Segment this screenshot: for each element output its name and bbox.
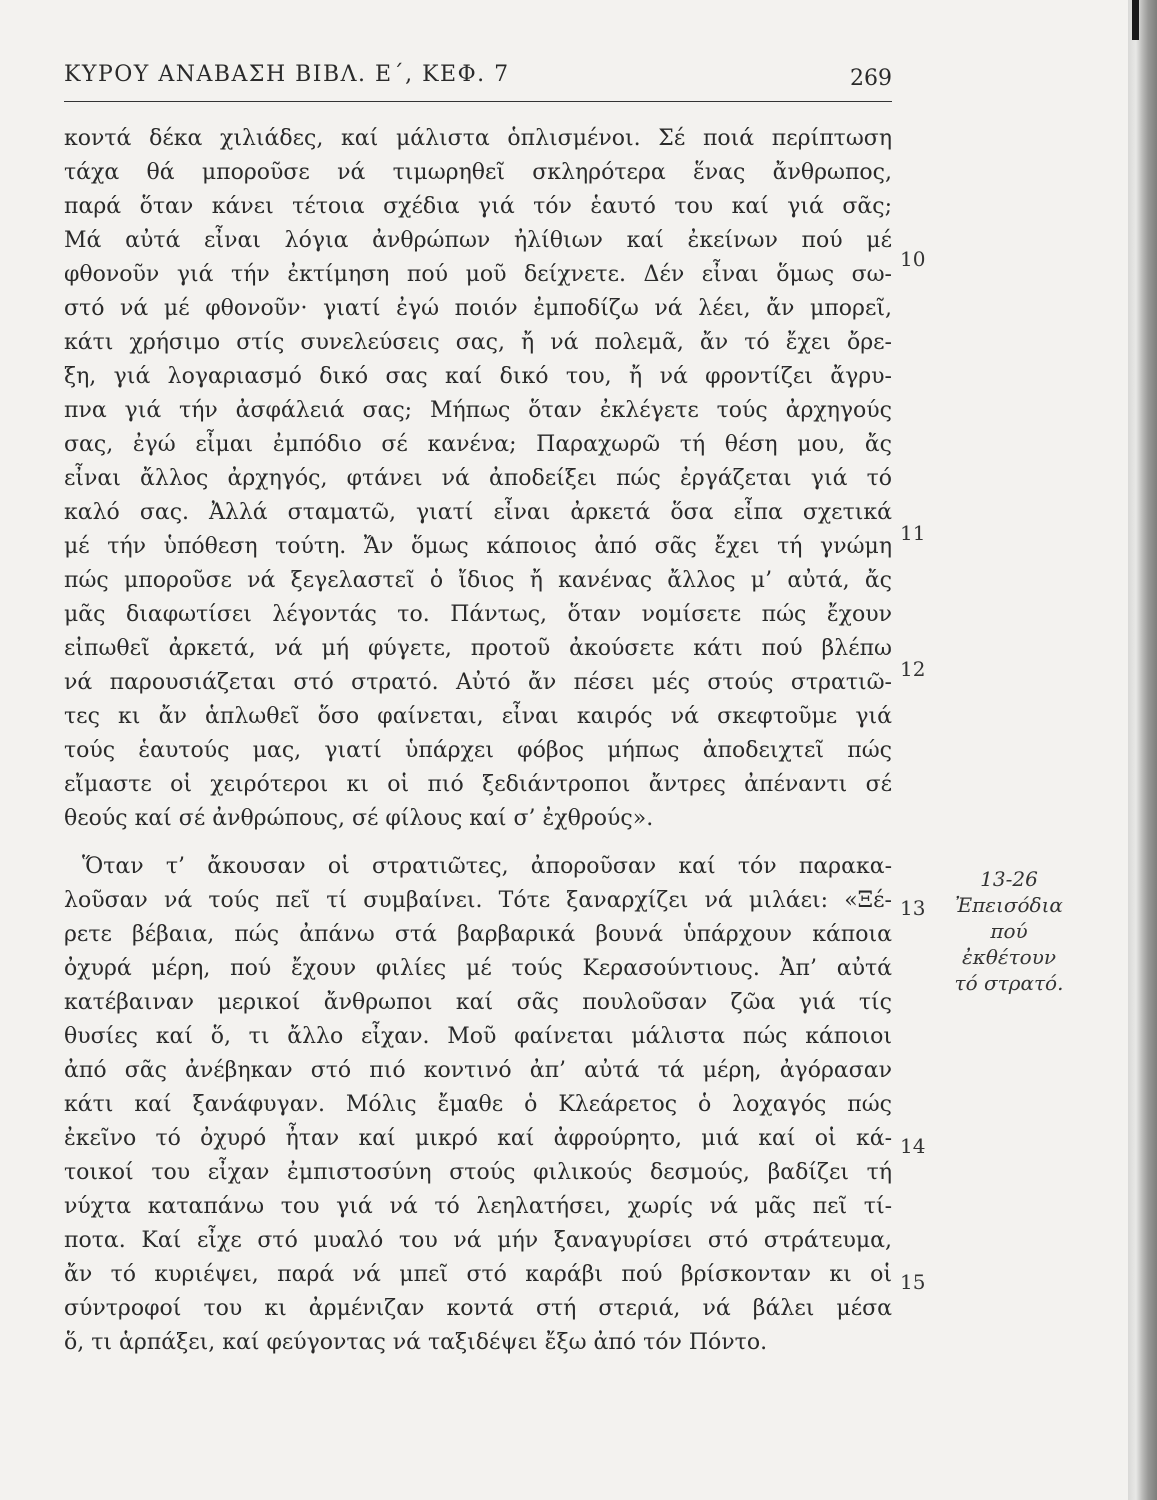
text-line: θεούς καί σέ ἀνθρώπους, σέ φίλους καί σ’ ἐχθρούς». bbox=[64, 806, 654, 831]
text-line: κοντά δέκα χιλιάδες, καί μάλιστα ὁπλισμένοι. Σέ ποιά περίπτωση bbox=[64, 126, 892, 151]
paragraph-1 bbox=[64, 122, 892, 836]
text-line: τάχα θά μποροῦσε νά τιμωρηθεῖ σκληρότερα ἕνας ἄνθρωπος, bbox=[64, 160, 892, 185]
text-line: κάτι καί ξανάφυγαν. Μόλις ἔμαθε ὁ Κλεάρετος ὁ λοχαγός πώς bbox=[64, 1092, 892, 1117]
body-text bbox=[64, 122, 892, 1360]
section-number: 11 bbox=[900, 521, 926, 545]
page-edge bbox=[1128, 0, 1157, 1500]
margin-note-range: 13-26 bbox=[980, 867, 1038, 891]
text-line: ρετε βέβαια, πώς ἀπάνω στά βαρβαρικά βουνά ὑπάρχουν κάποια bbox=[64, 922, 892, 947]
text-line: ποτα. Καί εἶχε στό μυαλό του νά μήν ξαναγυρίσει στό στράτευμα, bbox=[64, 1228, 892, 1253]
text-line: καλό σας. Ἀλλά σταματῶ, γιατί εἶναι ἀρκετά ὅσα εἶπα σχετικά bbox=[64, 500, 892, 525]
text-line: Μά αὐτά εἶναι λόγια ἀνθρώπων ἠλίθιων καί ἐκείνων πού μέ bbox=[64, 228, 892, 253]
section-number: 10 bbox=[900, 247, 926, 271]
section-number: 13 bbox=[900, 896, 926, 920]
text-line: ξη, γιά λογαριασμό δικό σας καί δικό του, ἤ νά φροντίζει ἄγρυ- bbox=[64, 364, 892, 389]
text-line: Ὅταν τ’ ἄκουσαν οἱ στρατιῶτες, ἀποροῦσαν καί τόν παρακα- bbox=[82, 854, 892, 879]
text-line: ἄν τό κυριέψει, παρά νά μπεῖ στό καράβι πού βρίσκονταν κι οἱ bbox=[64, 1262, 892, 1287]
text-line: πνα γιά τήν ἀσφάλειά σας; Μήπως ὅταν ἐκλέγετε τούς ἀρχηγούς bbox=[64, 398, 892, 423]
text-line: ὀχυρά μέρη, πού ἔχουν φιλίες μέ τούς Κερασούντιους. Ἀπ’ αὐτά bbox=[64, 956, 892, 981]
running-head: ΚΥΡΟΥ ΑΝΑΒΑΣΗ ΒΙΒΛ. Ε΄, ΚΕΦ. 7 bbox=[64, 62, 510, 87]
page-header bbox=[64, 60, 892, 96]
text-line: σας, ἐγώ εἶμαι ἐμπόδιο σέ κανένα; Παραχωρῶ τή θέση μου, ἄς bbox=[64, 432, 892, 457]
section-number: 12 bbox=[900, 657, 926, 681]
text-line: σύντροφοί του κι ἀρμένιζαν κοντά στή στεριά, νά βάλει μέσα bbox=[64, 1296, 892, 1321]
margin-note-line: τό στρατό. bbox=[954, 971, 1064, 995]
page-number: 269 bbox=[850, 66, 892, 91]
text-line: τούς ἑαυτούς μας, γιατί ὑπάρχει φόβος μήπως ἀποδειχτεῖ πώς bbox=[64, 738, 892, 763]
text-line: πώς μποροῦσε νά ξεγελαστεῖ ὁ ἴδιος ἤ κανένας ἄλλος μ’ αὐτά, ἄς bbox=[64, 568, 892, 593]
text-line: εἰπωθεῖ ἀρκετά, νά μή φύγετε, προτοῦ ἀκούσετε κάτι πού βλέπω bbox=[64, 636, 892, 661]
text-line: ἀπό σᾶς ἀνέβηκαν στό πιό κοντινό ἀπ’ αὐτά τά μέρη, ἀγόρασαν bbox=[64, 1058, 892, 1083]
text-line: στό νά μέ φθονοῦν· γιατί ἐγώ ποιόν ἐμποδίζω νά λέει, ἄν μπορεῖ, bbox=[64, 296, 892, 321]
header-rule bbox=[64, 101, 892, 102]
text-line: τοικοί του εἶχαν ἐμπιστοσύνη στούς φιλικούς δεσμούς, βαδίζει τή bbox=[64, 1160, 892, 1185]
text-line: κάτι χρήσιμο στίς συνελεύσεις σας, ἤ νά πολεμᾶ, ἄν τό ἔχει ὄρε- bbox=[64, 330, 892, 355]
text-line: μέ τήν ὑπόθεση τούτη. Ἄν ὅμως κάποιος ἀπό σᾶς ἔχει τή γνώμη bbox=[64, 534, 892, 559]
text-line: φθονοῦν γιά τήν ἐκτίμηση πού μοῦ δείχνετε. Δέν εἶναι ὅμως σω- bbox=[64, 262, 892, 287]
text-line: νά παρουσιάζεται στό στρατό. Αὐτό ἄν πέσει μές στούς στρατιῶ- bbox=[64, 670, 892, 695]
text-line: μᾶς διαφωτίσει λέγοντάς το. Πάντως, ὅταν νομίσετε πώς ἔχουν bbox=[64, 602, 892, 627]
page-edge-shadow bbox=[1132, 0, 1139, 40]
section-number: 14 bbox=[900, 1134, 926, 1158]
paragraph-2 bbox=[64, 850, 892, 1360]
text-line: εἴμαστε οἱ χειρότεροι κι οἱ πιό ξεδιάντροποι ἄντρες ἀπέναντι σέ bbox=[64, 772, 892, 797]
margin-note-line: Ἐπεισόδια bbox=[955, 893, 1063, 917]
text-line: θυσίες καί ὅ, τι ἄλλο εἶχαν. Μοῦ φαίνεται μάλιστα πώς κάποιοι bbox=[64, 1024, 892, 1049]
text-line: εἶναι ἄλλος ἀρχηγός, φτάνει νά ἀποδείξει πώς ἐργάζεται γιά τό bbox=[64, 466, 892, 491]
text-line: παρά ὅταν κάνει τέτοια σχέδια γιά τόν ἑαυτό του καί γιά σᾶς; bbox=[64, 194, 892, 219]
text-line: κατέβαιναν μερικοί ἄνθρωποι καί σᾶς πουλοῦσαν ζῶα γιά τίς bbox=[64, 990, 892, 1015]
text-line: λοῦσαν νά τούς πεῖ τί συμβαίνει. Τότε ξαναρχίζει νά μιλάει: «Ξέ- bbox=[64, 888, 892, 913]
text-line: τες κι ἄν ἁπλωθεῖ ὅσο φαίνεται, εἶναι καιρός νά σκεφτοῦμε γιά bbox=[64, 704, 892, 729]
section-number: 15 bbox=[900, 1270, 926, 1294]
margin-note-line: πού ἐκθέτουν bbox=[961, 919, 1057, 969]
text-line: ὅ, τι ἁρπάξει, καί φεύγοντας νά ταξιδέψει ἔξω ἀπό τόν Πόντο. bbox=[64, 1330, 768, 1355]
text-line: νύχτα καταπάνω του γιά νά τό λεηλατήσει, χωρίς νά μᾶς πεῖ τί- bbox=[64, 1194, 892, 1219]
margin-note bbox=[944, 866, 1074, 996]
text-line: ἐκεῖνο τό ὀχυρό ἦταν καί μικρό καί ἀφρούρητο, μιά καί οἱ κά- bbox=[64, 1126, 892, 1151]
